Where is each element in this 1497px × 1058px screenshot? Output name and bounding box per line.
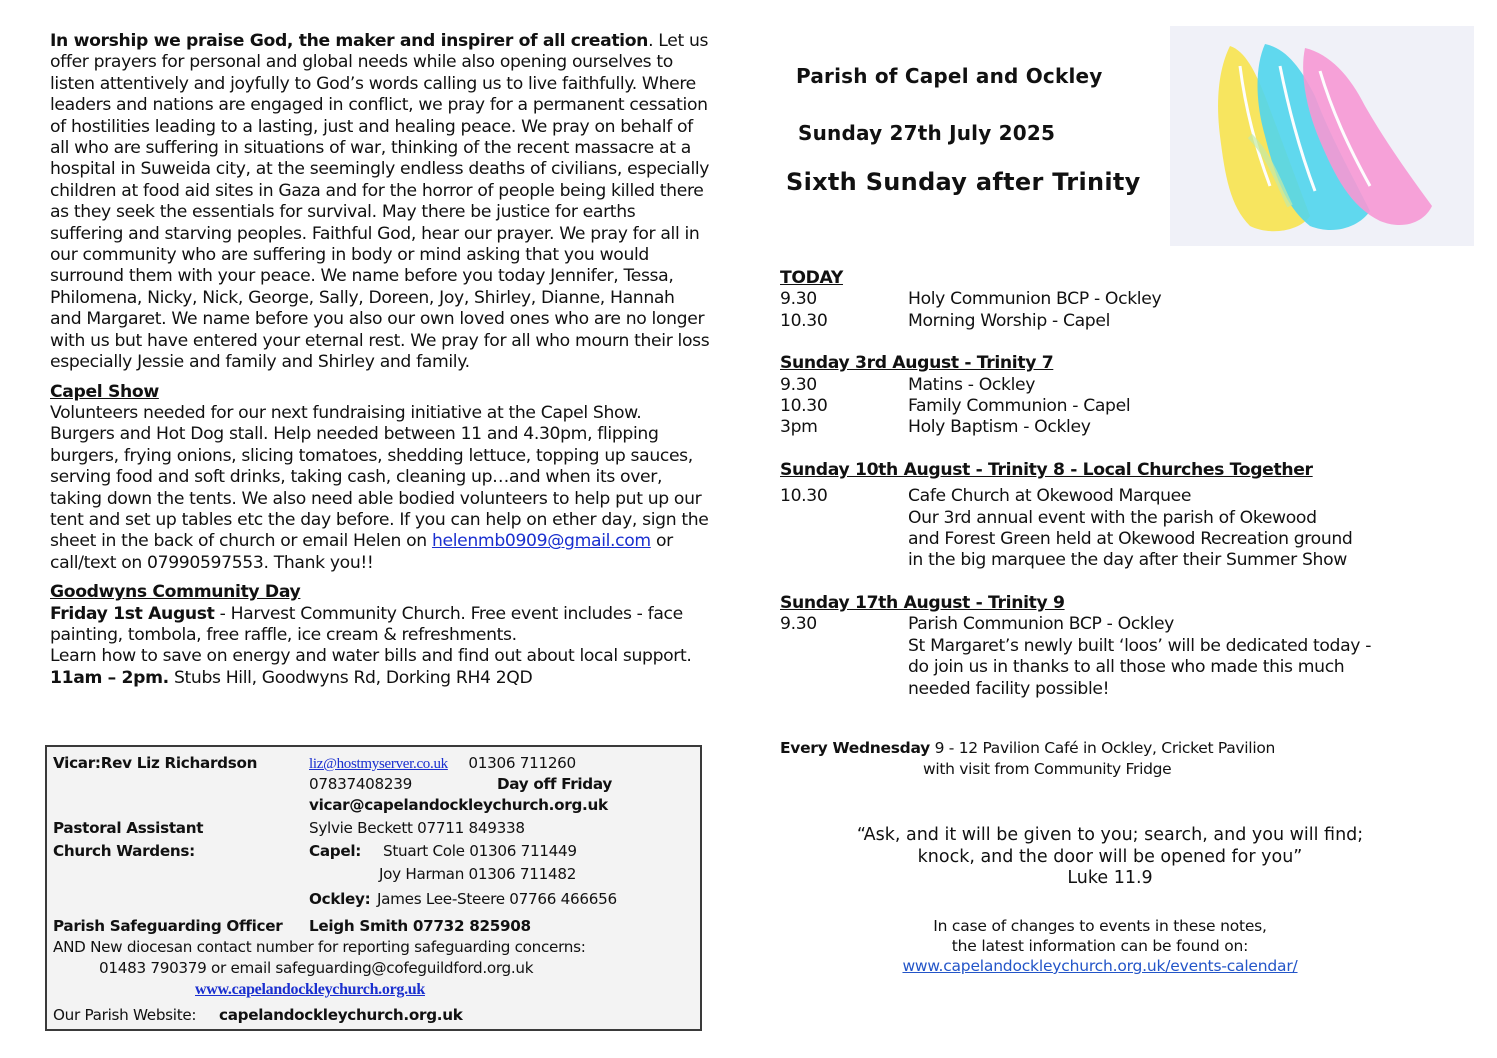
capel-show-body: Volunteers needed for our next fundraising initiative at the Capel Show. Burgers and Hot Dog stall. Help needed between 11 and 4.30pm, flipping burgers, frying onions, slicing tomatoes, shedding lettuce, topping up sauces, serving food and soft drinks, taking cash, cleaning up…and when its over, taking down the tents. We also need able bodied volunteers to help put up our tent and set up tables etc the day before. If you can help on ether day, sign the sheet in the back of church or email Helen on xyxy=(50,402,709,552)
schedule-day xyxy=(780,268,1440,332)
service-description-line: Family Communion - Capel xyxy=(908,396,1131,417)
website-row xyxy=(53,1005,700,1026)
service-description xyxy=(908,486,1440,572)
service-time: 10.30 xyxy=(780,486,828,507)
service-description xyxy=(908,311,1440,332)
ockley-warden: James Lee-Steere 07766 466656 xyxy=(377,890,617,908)
vicar-contact xyxy=(309,753,576,775)
goodwyns-body-1: - Harvest Community Church. Free event includes - face painting, tombola, free raffle, ice cream & refreshments. xyxy=(50,603,683,645)
service-date: Sunday 27th July 2025 xyxy=(798,121,1056,145)
schedule-row xyxy=(780,417,1440,438)
service-time: 3pm xyxy=(780,417,818,438)
prayer-lead: In worship we praise God, the maker and inspirer of all creation xyxy=(50,31,649,51)
service-description-line: Matins - Ockley xyxy=(908,374,1036,395)
service-description-line: Holy Communion BCP - Ockley xyxy=(908,289,1162,310)
schedule-day-heading: TODAY xyxy=(780,268,843,288)
service-time: 9.30 xyxy=(780,374,817,395)
vicar-row-2 xyxy=(53,774,700,795)
capel-show-heading: Capel Show xyxy=(50,381,159,402)
wardens-row-2 xyxy=(53,864,700,885)
service-time: 10.30 xyxy=(780,310,828,331)
left-column xyxy=(50,31,710,689)
vicar-row xyxy=(53,753,700,774)
capel-show-section xyxy=(50,382,710,575)
weekly-line-2: with visit from Community Fridge xyxy=(923,759,1172,778)
capel-warden-2: Joy Harman 01306 711482 xyxy=(379,865,577,883)
service-description-line: Morning Worship - Capel xyxy=(908,310,1111,331)
praying-hands-icon xyxy=(1170,26,1474,246)
scripture-quote xyxy=(830,825,1390,890)
weekly-detail: 9 - 12 Pavilion Café in Ockley, Cricket Pavilion xyxy=(929,739,1276,757)
service-description-line: Holy Baptism - Ockley xyxy=(908,417,1091,438)
service-schedule xyxy=(780,268,1440,700)
schedule-row xyxy=(780,486,1440,572)
service-description-line: St Margaret’s newly built ‘loos’ will be dedicated today - xyxy=(908,635,1372,656)
schedule-day-heading: Sunday 10th August - Trinity 8 - Local Churches Together xyxy=(780,459,1313,480)
safeguarding-value: Leigh Smith 07732 825908 xyxy=(309,917,531,935)
contacts-box xyxy=(45,745,702,1031)
vicar-phone: 01306 711260 xyxy=(468,754,576,772)
schedule-day xyxy=(780,353,1440,439)
service-description xyxy=(908,289,1440,310)
quote-reference: Luke 11.9 xyxy=(1067,868,1153,888)
weekly-notice xyxy=(780,738,1320,779)
prayer-body: . Let us offer prayers for personal and global needs while also opening ourselves to listen attentively and joyfully to God’s words calling us to live faithfully. Where leaders and nations are engaged in conflict, we pray for a permanent cessation of hostilities leading to a lasting, just and healing peace. We pray on behalf of all who are suffering in situations of war, thinking of the recent massacre at a hospital in Suweida city, at the seemingly endless deaths of civilians, especially children at food aid sites in Gaza and for the horror of people being killed there as they seek the essentials for survival. May there be justice for earths suffering and starving peoples. Faithful God, hear our prayer. We pray for all in our community who are suffering in body or mind asking that you would surround them with your peace. We name before you today Jennifer, Tessa, Philomena, Nicky, Nick, George, Sally, Doreen, Joy, Shirley, Dianne, Hannah and Margaret. We name before you also our own loved ones who are no longer with us but have entered your eternal rest. We pray for all who mourn their loss especially Jessie and family and Shirley and family. xyxy=(50,31,710,373)
goodwyns-time: 11am – 2pm. xyxy=(50,667,169,688)
helen-email-link[interactable]: helenmb0909@gmail.com xyxy=(431,531,651,552)
service-description-line: do join us in thanks to all those who made this much xyxy=(908,657,1345,678)
goodwyns-address: Stubs Hill, Goodwyns Rd, Dorking RH4 2QD xyxy=(168,667,533,688)
safeguarding-row xyxy=(53,916,700,937)
vicar-day-off: Day off Friday xyxy=(497,775,612,793)
service-description-line: Cafe Church at Okewood Marquee xyxy=(908,486,1192,507)
service-time: 9.30 xyxy=(780,614,817,635)
service-time: 9.30 xyxy=(780,289,817,310)
wardens-row xyxy=(53,841,700,862)
vicar-mobile: 07837408239 xyxy=(309,775,412,793)
website-value: capelandockleychurch.org.uk xyxy=(219,1006,463,1024)
prayer-paragraph xyxy=(50,31,710,374)
pastoral-label: Pastoral Assistant xyxy=(53,819,204,837)
occasion-title: Sixth Sunday after Trinity xyxy=(786,168,1141,196)
service-time: 10.30 xyxy=(780,396,828,417)
website-link-row xyxy=(53,979,700,1000)
schedule-row xyxy=(780,375,1440,396)
capel-warden-1: Stuart Cole 01306 711449 xyxy=(383,842,577,860)
pastoral-value: Sylvie Beckett 07711 849338 xyxy=(309,819,525,837)
schedule-day xyxy=(780,460,1440,572)
changes-line-1: In case of changes to events in these notes, xyxy=(933,917,1267,935)
website-label: Our Parish Website: xyxy=(53,1006,197,1024)
vicar-church-email: vicar@capelandockleychurch.org.uk xyxy=(309,796,608,814)
diocesan-row xyxy=(53,937,700,958)
changes-line-2: the latest information can be found on: xyxy=(951,937,1249,955)
capel-label: Capel: xyxy=(309,842,362,860)
diocesan-contact: 01483 790379 or email safeguarding@cofeguildford.org.uk xyxy=(99,959,534,977)
service-description xyxy=(908,417,1440,438)
weekly-line-1 xyxy=(780,738,1320,759)
ockley-row xyxy=(53,889,700,910)
ockley-label: Ockley: xyxy=(309,890,371,908)
service-description-line: in the big marquee the day after their Summer Show xyxy=(908,550,1347,571)
service-description xyxy=(908,375,1440,396)
service-description-line: Parish Communion BCP - Ockley xyxy=(908,614,1174,635)
vicar-row-3 xyxy=(53,795,700,816)
vicar-label: Vicar:Rev Liz Richardson xyxy=(53,754,258,772)
service-description-line: and Forest Green held at Okewood Recreation ground xyxy=(908,529,1353,550)
quote-line-1: “Ask, and it will be given to you; search, and you will find; xyxy=(856,825,1364,845)
diocesan-line: AND New diocesan contact number for reporting safeguarding concerns: xyxy=(53,938,586,956)
goodwyns-heading: Goodwyns Community Day xyxy=(50,582,301,603)
praying-hands-image xyxy=(1170,26,1474,246)
events-calendar-link[interactable]: www.capelandockleychurch.org.uk/events-calendar/ xyxy=(902,957,1298,975)
service-description-line: needed facility possible! xyxy=(908,678,1110,699)
schedule-day-heading: Sunday 3rd August - Trinity 7 xyxy=(780,353,1054,374)
service-description xyxy=(908,396,1440,417)
schedule-row xyxy=(780,614,1440,700)
schedule-day xyxy=(780,593,1440,700)
goodwyns-section xyxy=(50,582,710,689)
goodwyns-body-2: Learn how to save on energy and water bills and find out about local support. xyxy=(50,646,692,667)
wardens-label: Church Wardens: xyxy=(53,842,195,860)
parish-title: Parish of Capel and Ockley xyxy=(796,64,1103,88)
schedule-day-heading: Sunday 17th August - Trinity 9 xyxy=(780,592,1065,613)
weekly-label: Every Wednesday xyxy=(780,739,930,757)
changes-notice xyxy=(830,916,1370,976)
service-description-line: Our 3rd annual event with the parish of Okewood xyxy=(908,507,1317,528)
diocesan-contact-row xyxy=(53,958,700,979)
service-description xyxy=(908,614,1440,700)
schedule-row xyxy=(780,289,1440,310)
quote-line-2: knock, and the door will be opened for you” xyxy=(917,846,1303,867)
goodwyns-date: Friday 1st August xyxy=(50,603,215,624)
vicar-email-link[interactable]: liz@hostmyserver.co.uk xyxy=(309,756,448,772)
schedule-row xyxy=(780,396,1440,417)
pastoral-row xyxy=(53,818,700,839)
safeguarding-label: Parish Safeguarding Officer xyxy=(53,917,283,935)
capel-show-tail: or call/text on 07990597553. Thank you!! xyxy=(50,531,673,573)
schedule-row xyxy=(780,311,1440,332)
website-link[interactable]: www.capelandockleychurch.org.uk xyxy=(195,981,425,998)
